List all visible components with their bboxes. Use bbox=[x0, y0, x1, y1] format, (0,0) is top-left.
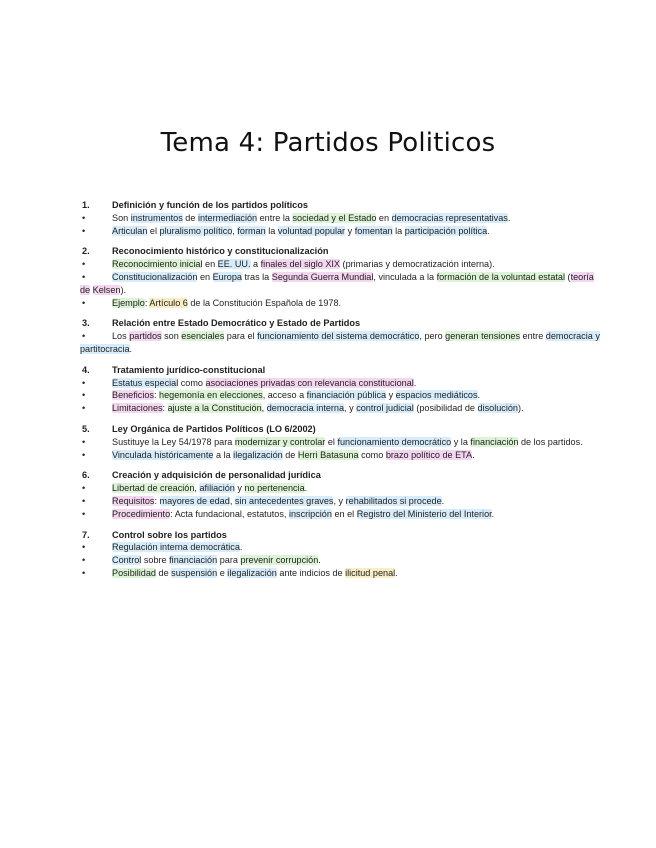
bullet-text: (primarias y democratización interna). bbox=[340, 259, 495, 270]
bullet-text: y bbox=[234, 483, 245, 494]
highlighted-text: instrumentos bbox=[130, 212, 183, 223]
highlighted-text: democracias representativas bbox=[391, 212, 508, 223]
highlighted-text: ilicitud penal bbox=[345, 567, 396, 578]
bullet-text: . bbox=[318, 555, 321, 566]
bullet-text: en bbox=[197, 271, 213, 282]
section-heading bbox=[80, 423, 600, 436]
bullet-dot: • bbox=[82, 495, 86, 506]
section-number: 6. bbox=[82, 470, 90, 481]
section-heading bbox=[80, 199, 600, 212]
bullet-dot: • bbox=[82, 225, 86, 236]
bullet-dot: • bbox=[82, 377, 86, 388]
bullet-dot: • bbox=[82, 271, 86, 282]
highlighted-text: Posibilidad bbox=[112, 567, 156, 578]
highlighted-text: disolución bbox=[477, 403, 518, 414]
bullet-dot: • bbox=[82, 331, 86, 342]
highlighted-text: financiación pública bbox=[306, 390, 387, 401]
highlighted-text: voluntad popular bbox=[277, 225, 346, 236]
section-heading-text: Relación entre Estado Democrático y Estado de Partidos bbox=[112, 318, 361, 329]
bullet-item bbox=[80, 541, 600, 554]
section-heading-text: Tratamiento jurídico-constitucional bbox=[112, 364, 266, 375]
highlighted-text: suspensión bbox=[171, 567, 218, 578]
document-body bbox=[80, 199, 600, 588]
bullet-text: en bbox=[376, 212, 392, 223]
bullet-text: Los bbox=[112, 331, 130, 342]
highlighted-text: Beneficios bbox=[112, 390, 154, 401]
bullet-item bbox=[80, 377, 600, 390]
bullet-item bbox=[80, 567, 600, 580]
highlighted-text: pluralismo político bbox=[159, 225, 233, 236]
highlighted-text: Regulación interna democrática bbox=[112, 542, 240, 553]
bullet-item bbox=[80, 482, 600, 495]
section-heading-text: Creación y adquisición de personalidad jurídica bbox=[112, 470, 321, 481]
highlighted-text: Reconocimiento inicial bbox=[112, 259, 203, 270]
bullet-text: en bbox=[202, 259, 218, 270]
section-heading-text: Definición y función de los partidos políticos bbox=[112, 200, 309, 210]
bullet-text: y bbox=[386, 390, 396, 401]
bullet-text: sobre bbox=[141, 555, 170, 566]
section-heading bbox=[80, 469, 600, 482]
section-5 bbox=[80, 423, 600, 461]
highlighted-text: sin antecedentes graves bbox=[234, 495, 334, 506]
highlighted-text: espacios mediáticos bbox=[395, 390, 478, 401]
bullet-text: de la Constitución Española de 1978. bbox=[187, 297, 342, 308]
highlighted-text: Limitaciones bbox=[112, 403, 163, 414]
highlighted-text: Registro del Ministerio del Interior bbox=[356, 508, 492, 519]
bullet-text: Sustituye la Ley 54/1978 para bbox=[112, 436, 235, 447]
highlighted-text: Constitucionalización bbox=[112, 271, 198, 282]
highlighted-text: generan tensiones bbox=[445, 331, 520, 342]
bullet-text: la bbox=[392, 225, 405, 236]
bullet-text: . bbox=[304, 483, 308, 494]
bullet-text: de los partidos. bbox=[518, 436, 583, 447]
bullet-text: . bbox=[472, 449, 475, 460]
bullet-text: , acceso a bbox=[262, 390, 307, 401]
bullet-text: como bbox=[358, 449, 386, 460]
section-number: 2. bbox=[82, 246, 90, 257]
bullet-dot: • bbox=[82, 449, 86, 460]
highlighted-text: ilegalización bbox=[233, 449, 283, 460]
highlighted-text: Vinculada históricamente bbox=[112, 449, 214, 460]
bullet-text: . bbox=[129, 343, 133, 354]
bullet-dot: • bbox=[82, 483, 86, 494]
bullet-text: : bbox=[162, 403, 168, 414]
bullet-text: , vinculada a la bbox=[373, 271, 437, 282]
bullet-text: , bbox=[194, 483, 200, 494]
bullet-text: a bbox=[250, 259, 261, 270]
bullet-item bbox=[80, 330, 600, 356]
highlighted-text: control judicial bbox=[356, 403, 414, 414]
bullet-text: ( bbox=[565, 271, 571, 282]
highlighted-text: Articulan bbox=[112, 225, 148, 236]
bullet-item bbox=[80, 389, 600, 402]
section-heading-text: Ley Orgánica de Partidos Políticos (LO 6/2002) bbox=[112, 423, 316, 434]
bullet-text: : Acta fundacional, estatutos, bbox=[170, 508, 289, 519]
highlighted-text: no pertenencia bbox=[244, 483, 305, 494]
section-number: 4. bbox=[82, 364, 90, 375]
highlighted-text: Control bbox=[112, 555, 142, 566]
highlighted-text: mayores de edad bbox=[159, 495, 230, 506]
bullet-text: para bbox=[217, 555, 241, 566]
bullet-text: , pero bbox=[419, 331, 446, 342]
bullet-dot: • bbox=[82, 542, 86, 553]
bullet-item bbox=[80, 212, 600, 225]
bullet-dot: • bbox=[82, 567, 86, 578]
highlighted-text: Europa bbox=[212, 271, 242, 282]
bullet-text: en el bbox=[331, 508, 357, 519]
bullet-text: , bbox=[229, 495, 235, 506]
section-4 bbox=[80, 364, 600, 415]
bullet-text: de bbox=[182, 212, 198, 223]
bullet-text: el bbox=[325, 436, 338, 447]
bullet-dot: • bbox=[82, 390, 86, 401]
bullet-dot: • bbox=[82, 403, 86, 414]
highlighted-text: forman bbox=[237, 225, 266, 236]
section-3 bbox=[80, 317, 600, 355]
bullet-text: ). bbox=[120, 284, 127, 295]
highlighted-text: financiación bbox=[470, 436, 519, 447]
bullet-text: . bbox=[491, 508, 495, 519]
highlighted-text: Artículo 6 bbox=[149, 297, 188, 308]
bullet-text: , y bbox=[333, 495, 346, 506]
bullet-item bbox=[80, 225, 600, 238]
bullet-text: . bbox=[477, 390, 481, 401]
highlighted-text: afiliación bbox=[199, 483, 235, 494]
bullet-text: entre bbox=[520, 331, 546, 342]
bullet-text: , y bbox=[344, 403, 357, 414]
section-number: 5. bbox=[82, 423, 90, 434]
bullet-text: , bbox=[232, 225, 238, 236]
bullet-text: : bbox=[144, 297, 150, 308]
section-7 bbox=[80, 529, 600, 580]
highlighted-text: Ejemplo bbox=[112, 297, 145, 308]
highlighted-text: partidos bbox=[129, 331, 162, 342]
highlighted-text: Libertad de creación bbox=[112, 483, 195, 494]
bullet-text: el bbox=[147, 225, 160, 236]
section-number: 3. bbox=[82, 318, 90, 329]
highlighted-text: asociaciones privadas con relevancia constitucional bbox=[205, 377, 414, 388]
section-2 bbox=[80, 245, 600, 309]
bullet-item bbox=[80, 271, 600, 297]
highlighted-text: financiación bbox=[169, 555, 218, 566]
bullet-text: para el bbox=[224, 331, 258, 342]
bullet-text: de bbox=[155, 567, 172, 578]
bullet-text: y la bbox=[451, 436, 471, 447]
bullet-item bbox=[80, 297, 600, 310]
bullet-text: la bbox=[265, 225, 278, 236]
bullet-text: : bbox=[153, 390, 160, 401]
section-heading-text: Reconocimiento histórico y constitucionalización bbox=[112, 246, 329, 257]
highlighted-text: ilegalización bbox=[227, 567, 277, 578]
bullet-text: . bbox=[413, 377, 417, 388]
bullet-text: ante indicios de bbox=[276, 567, 346, 578]
highlighted-text: EE. UU. bbox=[217, 259, 251, 270]
highlighted-text: prevenir corrupción bbox=[240, 555, 319, 566]
bullet-text: como bbox=[178, 377, 206, 388]
bullet-text: a la bbox=[213, 449, 234, 460]
highlighted-text: Estatus especial bbox=[112, 377, 179, 388]
section-6 bbox=[80, 469, 600, 520]
bullet-text: entre la bbox=[257, 212, 293, 223]
bullet-text: son bbox=[161, 331, 182, 342]
section-number: 1. bbox=[82, 200, 90, 210]
bullet-text: : bbox=[154, 495, 160, 506]
highlighted-text: sociedad y el Estado bbox=[292, 212, 377, 223]
section-heading bbox=[80, 529, 600, 542]
bullet-dot: • bbox=[82, 259, 86, 270]
highlighted-text: funcionamiento democrático bbox=[337, 436, 452, 447]
highlighted-text: teoría de bbox=[80, 271, 594, 295]
bullet-item bbox=[80, 258, 600, 271]
section-1 bbox=[80, 199, 600, 237]
bullet-text: . bbox=[441, 495, 445, 506]
bullet-dot: • bbox=[82, 508, 86, 519]
bullet-text: tras la bbox=[241, 271, 272, 282]
bullet-text: Son bbox=[112, 212, 131, 223]
highlighted-text: ajuste a la Constitución bbox=[167, 403, 262, 414]
bullet-text: ). bbox=[517, 403, 524, 414]
section-heading-text: Control sobre los partidos bbox=[112, 529, 227, 540]
highlighted-text: intermediación bbox=[197, 212, 258, 223]
highlighted-text: inscripción bbox=[288, 508, 332, 519]
bullet-item bbox=[80, 449, 600, 462]
highlighted-text: formación de la voluntad estatal bbox=[436, 271, 565, 282]
bullet-dot: • bbox=[82, 555, 86, 566]
highlighted-text: hegemonía en elecciones bbox=[159, 390, 263, 401]
bullet-item bbox=[80, 495, 600, 508]
bullet-item bbox=[80, 436, 600, 449]
page-title: Tema 4: Partidos Politicos bbox=[160, 128, 496, 158]
highlighted-text: participación política bbox=[404, 225, 488, 236]
bullet-text: e bbox=[217, 567, 228, 578]
highlighted-text: rehabilitados si procede bbox=[345, 495, 442, 506]
highlighted-text: democracia interna bbox=[266, 403, 345, 414]
bullet-text: . bbox=[239, 542, 243, 553]
highlighted-text: brazo político de ETA bbox=[385, 449, 473, 460]
section-heading bbox=[80, 364, 600, 377]
highlighted-text: Procedimiento bbox=[112, 508, 171, 519]
highlighted-text: democracia y partitocracia bbox=[80, 331, 600, 354]
bullet-text: (posibilidad de bbox=[413, 403, 478, 414]
highlighted-text: fomentan bbox=[354, 225, 393, 236]
bullet-text: . bbox=[487, 225, 490, 236]
bullet-text: y bbox=[345, 225, 355, 236]
bullet-dot: • bbox=[82, 212, 86, 223]
bullet-item bbox=[80, 402, 600, 415]
highlighted-text: Requisitos bbox=[112, 495, 155, 506]
highlighted-text: esenciales bbox=[181, 331, 225, 342]
section-heading bbox=[80, 317, 600, 330]
bullet-text: de bbox=[282, 449, 298, 460]
bullet-item bbox=[80, 508, 600, 521]
bullet-text: , bbox=[261, 403, 267, 414]
bullet-dot: • bbox=[82, 297, 86, 308]
highlighted-text: funcionamiento del sistema democrático bbox=[257, 331, 420, 342]
highlighted-text: Segunda Guerra Mundial bbox=[271, 271, 374, 282]
highlighted-text: Herri Batasuna bbox=[297, 449, 359, 460]
highlighted-text: modernizar y controlar bbox=[234, 436, 326, 447]
highlighted-text: finales del siglo XIX bbox=[260, 259, 341, 270]
bullet-text: . bbox=[395, 567, 398, 578]
bullet-dot: • bbox=[82, 436, 86, 447]
section-heading bbox=[80, 245, 600, 258]
bullet-item bbox=[80, 554, 600, 567]
section-number: 7. bbox=[82, 529, 90, 540]
highlighted-text: Kelsen bbox=[92, 284, 121, 295]
bullet-text: . bbox=[507, 212, 511, 223]
